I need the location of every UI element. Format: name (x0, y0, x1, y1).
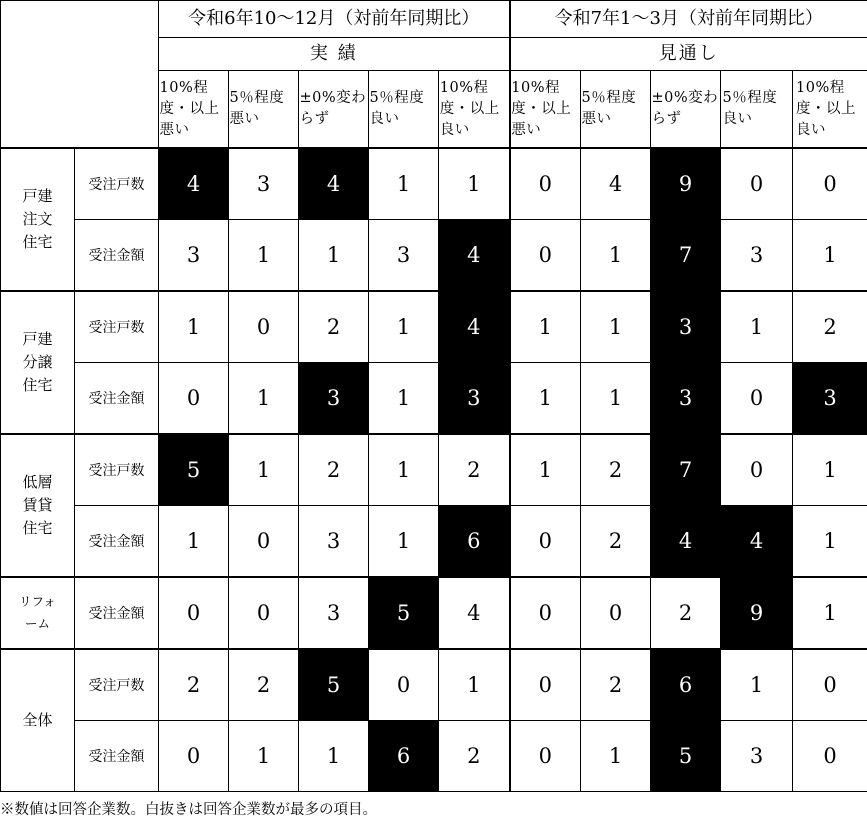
table-row (1, 291, 867, 363)
value-cell: 1 (369, 291, 439, 363)
value-cell: 1 (510, 434, 581, 506)
value-cell: 1 (369, 506, 439, 578)
value-cell: 3 (651, 363, 721, 435)
value-cell: 0 (793, 649, 867, 721)
corner-cell (1, 1, 159, 149)
category-label: 5％程度良い (722, 90, 778, 127)
value-cell: 2 (159, 649, 229, 721)
value-cell: 1 (229, 220, 299, 292)
value-cell: 4 (721, 506, 793, 578)
value-cell: 0 (721, 148, 793, 220)
value-cell: 1 (159, 291, 229, 363)
value-cell: 2 (439, 721, 510, 792)
value-cell: 3 (721, 721, 793, 792)
value-cell: 2 (581, 506, 651, 578)
group-label-text: 戸建注文住宅 (22, 187, 53, 251)
period-title-actual: 令和6年10〜12月（対前年同期比） (159, 1, 510, 38)
footnote: ※数値は回答企業数。白抜きは回答企業数が最多の項目。 (0, 802, 377, 818)
value-cell: 1 (581, 291, 651, 363)
value-cell: 2 (793, 291, 867, 363)
group-label-text: 戸建分譲住宅 (22, 330, 53, 394)
value-cell: 3 (439, 363, 510, 435)
value-cell: 0 (159, 577, 229, 649)
value-cell: 0 (793, 721, 867, 792)
table-row (1, 220, 867, 292)
value-cell: 6 (369, 721, 439, 792)
metric-label: 受注戸数 (75, 649, 159, 721)
value-cell: 3 (651, 291, 721, 363)
value-cell: 3 (721, 220, 793, 292)
category-header (651, 71, 721, 149)
category-header (299, 71, 369, 149)
value-cell: 1 (581, 721, 651, 792)
value-cell: 9 (651, 148, 721, 220)
value-cell: 0 (510, 721, 581, 792)
metric-label: 受注金額 (75, 577, 159, 649)
value-cell: 0 (229, 577, 299, 649)
category-header (510, 71, 581, 149)
table-row (1, 721, 867, 792)
value-cell: 0 (510, 148, 581, 220)
value-cell: 0 (229, 506, 299, 578)
value-cell: 1 (229, 434, 299, 506)
value-cell: 7 (651, 434, 721, 506)
metric-label: 受注戸数 (75, 291, 159, 363)
value-cell: 1 (369, 148, 439, 220)
value-cell: 3 (229, 148, 299, 220)
value-cell: 1 (439, 148, 510, 220)
metric-label: 受注戸数 (75, 434, 159, 506)
value-cell: 0 (510, 220, 581, 292)
value-cell: 1 (229, 363, 299, 435)
value-cell: 1 (510, 291, 581, 363)
category-label: 5％程度悪い (229, 90, 285, 127)
value-cell: 1 (369, 363, 439, 435)
value-cell: 1 (299, 721, 369, 792)
value-cell: 0 (229, 291, 299, 363)
value-cell: 4 (439, 220, 510, 292)
category-label: 5％程度悪い (581, 90, 637, 127)
value-cell: 9 (721, 577, 793, 649)
category-header (793, 71, 867, 149)
value-cell: 0 (159, 363, 229, 435)
category-label: 10%程度・以上良い (439, 79, 500, 138)
value-cell: 1 (721, 649, 793, 721)
category-header (439, 71, 510, 149)
table-row (1, 148, 867, 220)
value-cell: 2 (229, 649, 299, 721)
value-cell: 3 (299, 506, 369, 578)
group-label-text: 全体 (22, 711, 53, 729)
value-cell: 0 (721, 434, 793, 506)
value-cell: 2 (581, 434, 651, 506)
value-cell: 2 (299, 434, 369, 506)
category-label: ±0%変わらず (651, 90, 719, 127)
period-subtitle-actual: 実 績 (159, 38, 510, 71)
value-cell: 3 (793, 363, 867, 435)
category-header (581, 71, 651, 149)
group-label (1, 434, 75, 577)
group-label (1, 577, 75, 649)
value-cell: 1 (581, 220, 651, 292)
value-cell: 1 (229, 721, 299, 792)
value-cell: 4 (299, 148, 369, 220)
metric-label: 受注金額 (75, 506, 159, 578)
value-cell: 0 (581, 577, 651, 649)
value-cell: 5 (299, 649, 369, 721)
value-cell: 1 (793, 220, 867, 292)
category-header (721, 71, 793, 149)
value-cell: 1 (793, 506, 867, 578)
value-cell: 0 (369, 649, 439, 721)
value-cell: 3 (299, 577, 369, 649)
value-cell: 1 (510, 363, 581, 435)
value-cell: 1 (793, 577, 867, 649)
value-cell: 6 (651, 649, 721, 721)
value-cell: 4 (439, 291, 510, 363)
table-row (1, 434, 867, 506)
metric-label: 受注金額 (75, 721, 159, 792)
group-label (1, 148, 75, 291)
value-cell: 0 (510, 506, 581, 578)
category-header (159, 71, 229, 149)
value-cell: 1 (439, 649, 510, 721)
category-header (369, 71, 439, 149)
value-cell: 4 (581, 148, 651, 220)
value-cell: 1 (581, 363, 651, 435)
value-cell: 5 (369, 577, 439, 649)
group-label-text: リフォーム (19, 594, 56, 631)
table-row (1, 506, 867, 578)
period-subtitle-outlook: 見通し (510, 38, 867, 71)
value-cell: 0 (510, 649, 581, 721)
category-label: 10%程度・以上悪い (511, 79, 572, 138)
value-cell: 2 (299, 291, 369, 363)
value-cell: 4 (159, 148, 229, 220)
period-title-outlook: 令和7年1〜3月（対前年同期比） (510, 1, 867, 38)
value-cell: 3 (159, 220, 229, 292)
category-label: ±0%変わらず (299, 90, 367, 127)
value-cell: 2 (651, 577, 721, 649)
category-header (229, 71, 299, 149)
value-cell: 1 (369, 434, 439, 506)
table-row (1, 649, 867, 721)
group-label (1, 649, 75, 792)
value-cell: 0 (510, 577, 581, 649)
value-cell: 0 (159, 721, 229, 792)
value-cell: 3 (299, 363, 369, 435)
value-cell: 2 (439, 434, 510, 506)
category-label: 10%程度・以上悪い (159, 79, 220, 138)
value-cell: 6 (439, 506, 510, 578)
value-cell: 5 (651, 721, 721, 792)
metric-label: 受注金額 (75, 363, 159, 435)
value-cell: 5 (159, 434, 229, 506)
group-label (1, 291, 75, 434)
value-cell: 0 (721, 363, 793, 435)
metric-label: 受注金額 (75, 220, 159, 292)
value-cell: 4 (439, 577, 510, 649)
metric-label: 受注戸数 (75, 148, 159, 220)
category-label: 10%程度・以上良い (796, 79, 857, 138)
group-label-text: 低層賃貸住宅 (22, 473, 53, 537)
value-cell: 7 (651, 220, 721, 292)
value-cell: 1 (721, 291, 793, 363)
value-cell: 1 (793, 434, 867, 506)
table-row (1, 577, 867, 649)
table-row (1, 363, 867, 435)
value-cell: 3 (369, 220, 439, 292)
value-cell: 2 (581, 649, 651, 721)
value-cell: 4 (651, 506, 721, 578)
category-label: 5％程度良い (369, 90, 425, 127)
value-cell: 1 (159, 506, 229, 578)
value-cell: 1 (299, 220, 369, 292)
value-cell: 0 (793, 148, 867, 220)
